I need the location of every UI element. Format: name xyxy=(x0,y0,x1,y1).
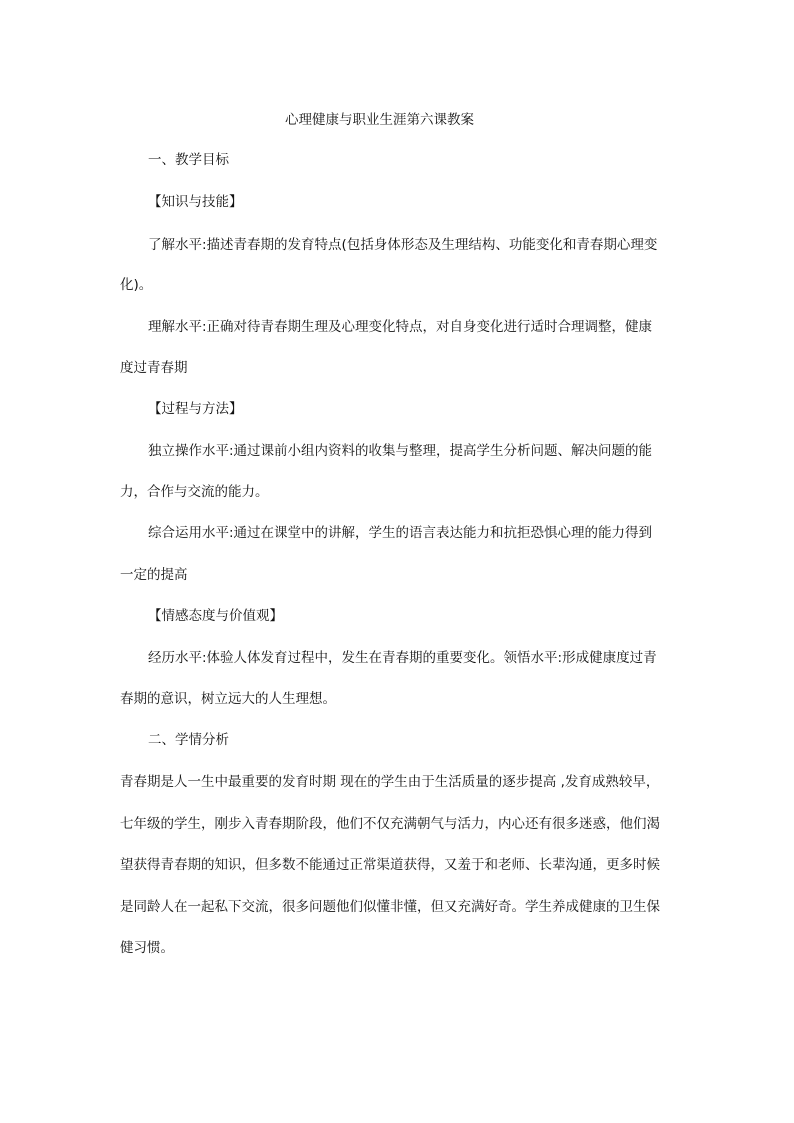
paragraph-line: 了解水平:描述青春期的发育特点(包括身体形态及生理结构、功能变化和青春期心理变 xyxy=(148,237,658,253)
paragraph-line: 经历水平:体验人体发育过程中，发生在青春期的重要变化。领悟水平:形成健康度过青 xyxy=(148,650,657,666)
paragraph-line: 化)。 xyxy=(120,277,153,293)
paragraph-line: 独立操作水平:通过课前小组内资料的收集与整理，提高学生分析问题、解决问题的能 xyxy=(148,443,653,459)
paragraph-line: 力，合作与交流的能力。 xyxy=(120,484,269,500)
paragraph-line: 理解水平:正确对待青春期生理及心理变化特点，对自身变化进行适时合理调整，健康 xyxy=(148,319,653,335)
subheading-knowledge-skills: 【知识与技能】 xyxy=(148,194,243,210)
subheading-process-methods: 【过程与方法】 xyxy=(148,401,243,417)
subheading-attitudes-values: 【情感态度与价值观】 xyxy=(148,608,283,624)
paragraph-line: 度过青春期 xyxy=(120,360,188,376)
paragraph-line: 健习惯。 xyxy=(120,940,174,956)
paragraph-line: 一定的提高 xyxy=(120,567,188,583)
paragraph-line: 七年级的学生，刚步入青春期阶段，他们不仅充满朝气与活力，内心还有很多迷惑，他们渴 xyxy=(120,816,660,832)
paragraph-line: 望获得青春期的知识，但多数不能通过正常渠道获得，又羞于和老师、长辈沟通，更多时候 xyxy=(120,857,660,873)
section-heading-objectives: 一、教学目标 xyxy=(148,152,229,168)
document-title: 心理健康与职业生涯第六课教案 xyxy=(285,112,474,128)
paragraph-line: 综合运用水平:通过在课堂中的讲解，学生的语言表达能力和抗拒恐惧心理的能力得到 xyxy=(148,525,653,541)
paragraph-line: 春期的意识，树立远大的人生理想。 xyxy=(120,691,336,707)
paragraph-line: 是同龄人在一起私下交流，很多问题他们似懂非懂，但又充满好奇。学生养成健康的卫生保 xyxy=(120,899,660,915)
paragraph-line: 青春期是人一生中最重要的发育时期 现在的学生由于生活质量的逐步提高 ,发育成熟较早， xyxy=(120,774,660,790)
section-heading-analysis: 二、学情分析 xyxy=(148,732,229,748)
